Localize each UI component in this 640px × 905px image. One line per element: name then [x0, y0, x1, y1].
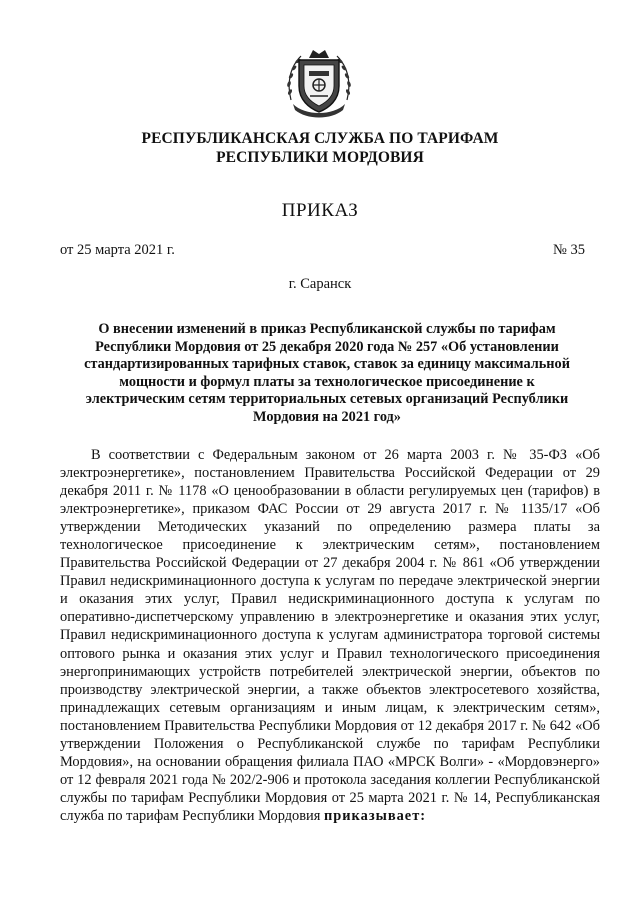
- body-text: В соответствии с Федеральным законом от 26 марта 2003 г. № 35-ФЗ «Об электроэнергетике», постановлением Правительства Российской Федерации от 29 декабря 2011 г. № 1178 «О ценообразовании в области регулируемых цен (тарифов) в электроэнергетике», приказом ФАС России от 29 августа 2017 г. № 1135/17 «Об утверждении Методических указаний по определению размера платы за технологическое присоединение к электрическим сетям», постановлением Правительства Российской Федерации от 27 декабря 2004 г. № 861 «Об утверждении Правил недискриминационного доступа к услугам по передаче электрической энергии и оказания этих услуг, Правил недискриминационного доступа к услугам по оперативно-диспетчерскому управлению в электроэнергетике и оказания этих услуг, Правил недискриминационного доступа к услугам администратора торговой системы оптового рынка и оказания этих услуг и Правил технологического присоединения энергопринимающих устройств потребителей электрической энергии, объектов по производству электрической энергии, а также объектов электросетевого хозяйства, принадлежащих сетевым организациям и иным лицам, к электрическим сетям», постановлением Правительства Республики Мордовия от 12 декабря 2017 г. № 642 «Об утверждении Положения о Республиканской службе по тарифам Республики Мордовия», на основании обращения филиала ПАО «МРСК Волги» - «Мордовэнерго» от 12 февраля 2021 года № 202/2-906 и протокола заседания коллегии Республиканской службы по тарифам Республики Мордовия от 25 марта 2021 г. № 14, Республиканская служба по тарифам Республики Мордовия: [60, 447, 600, 824]
- document-body: [60, 446, 600, 825]
- organization-name-line1: РЕСПУБЛИКАНСКАЯ СЛУЖБА ПО ТАРИФАМ: [141, 130, 499, 147]
- document-date: от 25 марта 2021 г.: [60, 242, 175, 258]
- document-type: ПРИКАЗ: [281, 200, 359, 221]
- subject-line: мощности и формул платы за технологическое присоединение к: [119, 373, 535, 390]
- organization-name-line2: РЕСПУБЛИКИ МОРДОВИЯ: [216, 149, 424, 166]
- subject-line: электрическим сетям территориальных сетевых организаций Республики: [85, 391, 569, 408]
- subject-line: Мордовия на 2021 год»: [253, 408, 401, 425]
- subject-line: Республики Мордовия от 25 декабря 2020 года № 257 «Об установлении: [95, 338, 559, 355]
- subject-line: стандартизированных тарифных ставок, ставок за единицу максимальной: [84, 356, 570, 373]
- document-subject: [62, 321, 592, 427]
- coat-of-arms-icon: [283, 44, 355, 120]
- document-city: г. Саранск: [288, 276, 352, 292]
- subject-line: О внесении изменений в приказ Республиканской службы по тарифам: [98, 321, 556, 337]
- document-number: № 35: [553, 242, 585, 258]
- organization-name: [0, 129, 640, 167]
- body-verb: приказывает:: [323, 807, 427, 824]
